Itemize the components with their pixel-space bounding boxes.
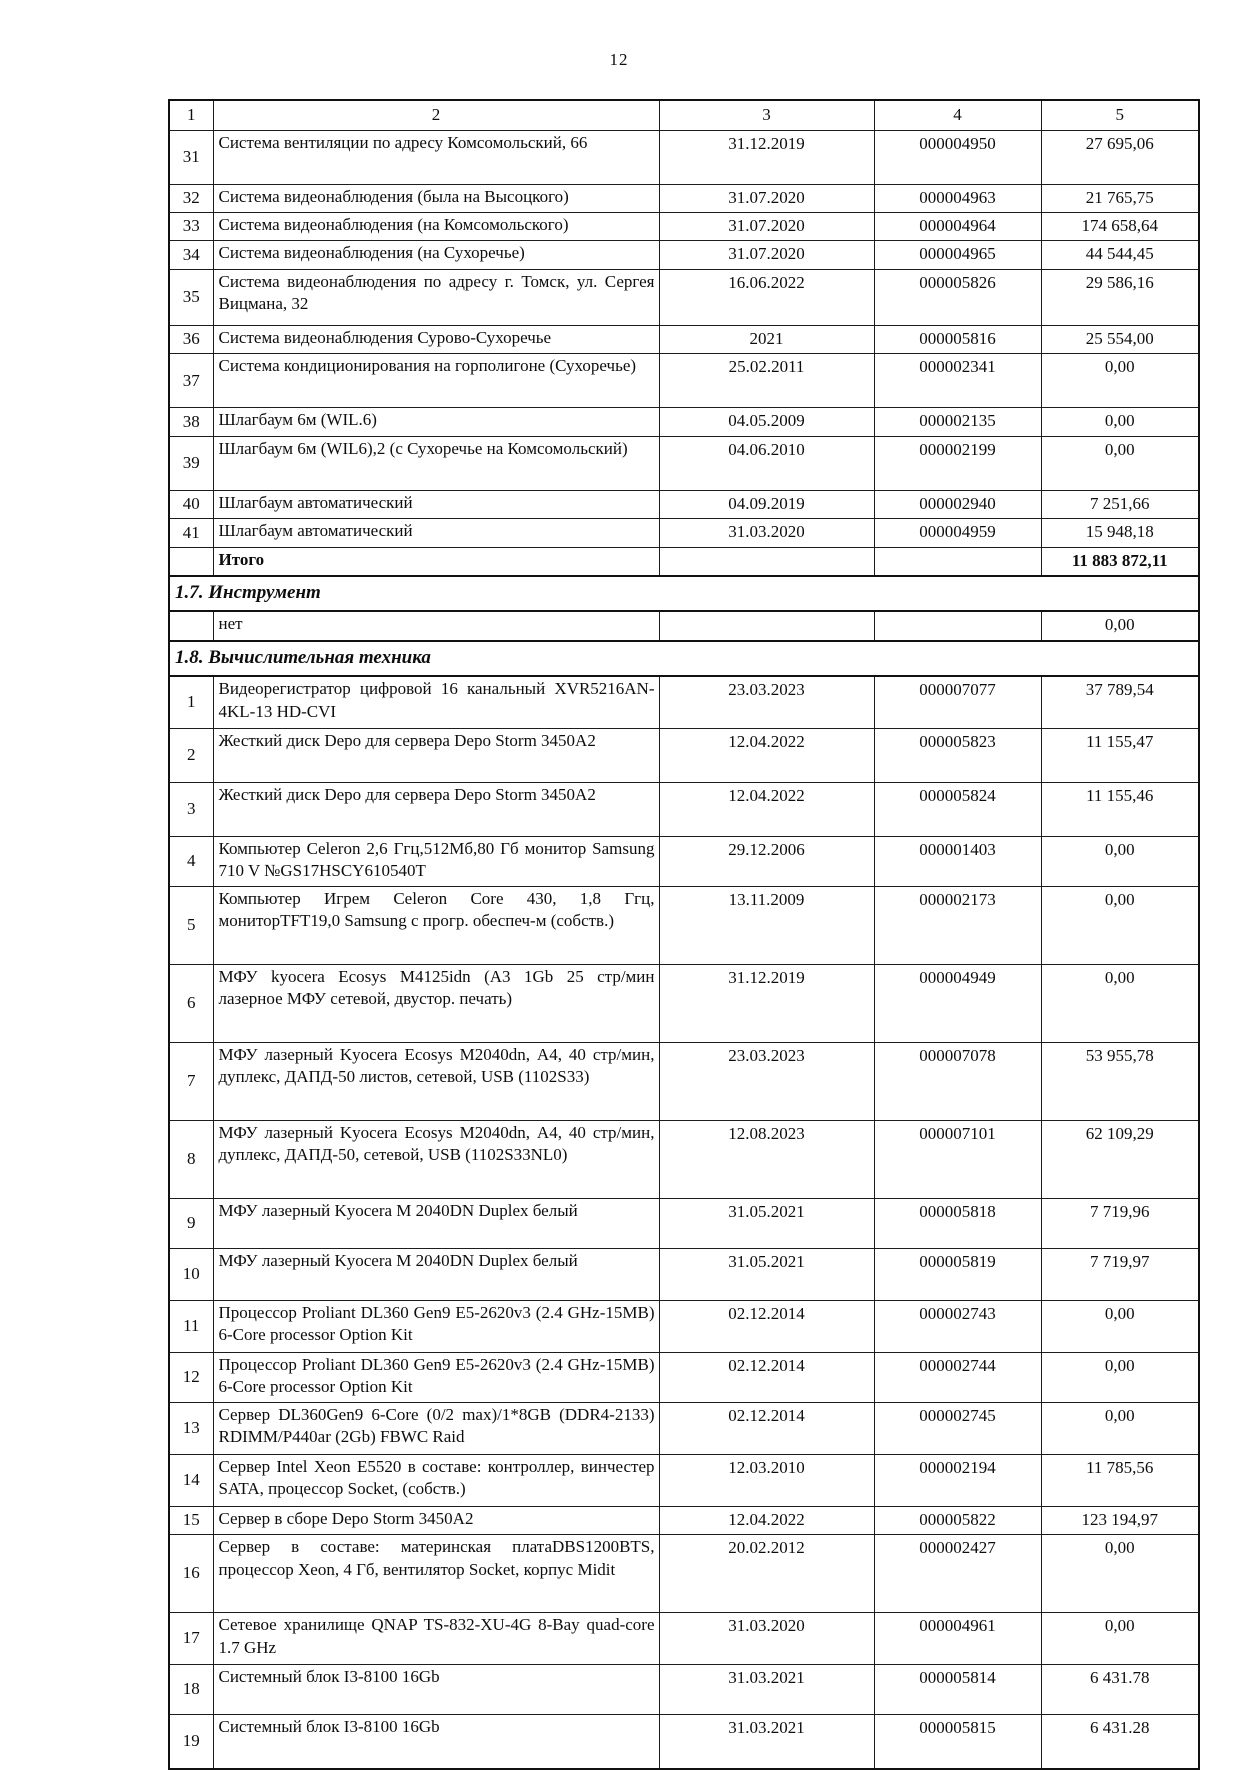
inventory-code-cell: [874, 547, 1041, 576]
inventory-code-cell: 000005818: [874, 1198, 1041, 1248]
table-row: [169, 1613, 1199, 1665]
row-number-cell: [169, 611, 213, 641]
row-number-cell: 31: [169, 130, 213, 184]
date-cell: 2021: [659, 325, 874, 353]
table-body: [169, 130, 1199, 1769]
value-cell: 0,00: [1041, 836, 1199, 886]
inventory-code-cell: 000004950: [874, 130, 1041, 184]
row-number-cell: 3: [169, 782, 213, 836]
value-cell: 7 719,96: [1041, 1198, 1199, 1248]
item-name-cell: МФУ лазерный Kyocera M 2040DN Duplex белый: [213, 1248, 659, 1300]
table-row: [169, 728, 1199, 782]
table-row: [169, 611, 1199, 641]
row-number-cell: 10: [169, 1248, 213, 1300]
item-name-cell: МФУ лазерный Kyocera Ecosys M2040dn, А4, 40 стр/мин, дуплекс, ДАПД-50 листов, сетевой, USB (1102S33): [213, 1042, 659, 1120]
row-number-cell: 13: [169, 1402, 213, 1454]
table-row: [169, 436, 1199, 490]
date-cell: 04.06.2010: [659, 436, 874, 490]
inventory-code-cell: 000005823: [874, 728, 1041, 782]
row-number-cell: 39: [169, 436, 213, 490]
inventory-code-cell: 000002173: [874, 886, 1041, 964]
row-number-cell: 2: [169, 728, 213, 782]
value-cell: 0,00: [1041, 1535, 1199, 1613]
date-cell: 29.12.2006: [659, 836, 874, 886]
row-number-cell: 34: [169, 241, 213, 269]
table-row: [169, 354, 1199, 408]
item-name-cell: Шлагбаум автоматический: [213, 490, 659, 518]
inventory-code-cell: 000002940: [874, 490, 1041, 518]
value-cell: 6 431.28: [1041, 1715, 1199, 1769]
item-name-cell: Система видеонаблюдения Сурово-Сухоречье: [213, 325, 659, 353]
inventory-code-cell: 000007101: [874, 1120, 1041, 1198]
section-title: 1.7. Инструмент: [169, 576, 1199, 611]
column-header: 3: [659, 100, 874, 130]
row-number-cell: 6: [169, 964, 213, 1042]
table-row: [169, 490, 1199, 518]
inventory-code-cell: 000005824: [874, 782, 1041, 836]
value-cell: 0,00: [1041, 611, 1199, 641]
page-number: 12: [609, 50, 629, 69]
item-name-cell: Система кондиционирования на горполигоне (Сухоречье): [213, 354, 659, 408]
table-row: [169, 886, 1199, 964]
value-cell: 62 109,29: [1041, 1120, 1199, 1198]
inventory-table: [168, 99, 1200, 1770]
date-cell: 31.07.2020: [659, 212, 874, 240]
value-cell: 44 544,45: [1041, 241, 1199, 269]
date-cell: 02.12.2014: [659, 1352, 874, 1402]
item-name-cell: Сервер Intel Xeon E5520 в составе: контроллер, винчестер SATA, процессор Socket, (собств.): [213, 1454, 659, 1506]
value-cell: 0,00: [1041, 886, 1199, 964]
table-row: [169, 836, 1199, 886]
table-row: [169, 1300, 1199, 1352]
date-cell: 31.03.2021: [659, 1665, 874, 1715]
table-row: [169, 1665, 1199, 1715]
row-number-cell: 41: [169, 519, 213, 547]
row-number-cell: 16: [169, 1535, 213, 1613]
column-header-row: [169, 100, 1199, 130]
inventory-code-cell: 000007078: [874, 1042, 1041, 1120]
date-cell: 12.04.2022: [659, 1506, 874, 1534]
item-name-cell: МФУ kyocera Ecosys M4125idn (А3 1Gb 25 стр/мин лазерное МФУ сетевой, двустор. печать): [213, 964, 659, 1042]
row-number-cell: 9: [169, 1198, 213, 1248]
item-name-cell: МФУ лазерный Kyocera M 2040DN Duplex белый: [213, 1198, 659, 1248]
section-title: 1.8. Вычислительная техника: [169, 641, 1199, 676]
column-header: 2: [213, 100, 659, 130]
item-name-cell: Шлагбаум 6м (WIL.6): [213, 408, 659, 436]
row-number-cell: 5: [169, 886, 213, 964]
column-header: 5: [1041, 100, 1199, 130]
item-name-cell: Жесткий диск Depo для сервера Depo Storm 3450A2: [213, 728, 659, 782]
item-name-cell: Компьютер Игрем Celeron Core 430, 1,8 Ггц, мониторTFT19,0 Samsung с прогр. обеспеч-м (собств.): [213, 886, 659, 964]
date-cell: 16.06.2022: [659, 269, 874, 325]
inventory-code-cell: 000004964: [874, 212, 1041, 240]
table-row: [169, 1248, 1199, 1300]
value-cell: 11 785,56: [1041, 1454, 1199, 1506]
value-cell: 174 658,64: [1041, 212, 1199, 240]
inventory-code-cell: 000004959: [874, 519, 1041, 547]
row-number-cell: [169, 547, 213, 576]
table-row: [169, 519, 1199, 547]
table-row: [169, 184, 1199, 212]
date-cell: 04.05.2009: [659, 408, 874, 436]
inventory-code-cell: 000005816: [874, 325, 1041, 353]
table-row: [169, 1402, 1199, 1454]
row-number-cell: 36: [169, 325, 213, 353]
table-row: [169, 964, 1199, 1042]
item-name-cell: Сервер в сборе Depo Storm 3450A2: [213, 1506, 659, 1534]
row-number-cell: 17: [169, 1613, 213, 1665]
row-number-cell: 32: [169, 184, 213, 212]
value-cell: 11 155,47: [1041, 728, 1199, 782]
date-cell: 31.03.2021: [659, 1715, 874, 1769]
value-cell: 29 586,16: [1041, 269, 1199, 325]
table-header: [169, 100, 1199, 130]
section-header-row: [169, 576, 1199, 611]
date-cell: 23.03.2023: [659, 1042, 874, 1120]
item-name-cell: Процессор Proliant DL360 Gen9 E5-2620v3 (2.4 GHz-15MB) 6-Core processor Option Kit: [213, 1352, 659, 1402]
item-name-cell: нет: [213, 611, 659, 641]
item-name-cell: Шлагбаум 6м (WIL6),2 (с Сухоречье на Комсомольский): [213, 436, 659, 490]
row-number-cell: 40: [169, 490, 213, 518]
table-row: [169, 212, 1199, 240]
item-name-cell: Видеорегистратор цифровой 16 канальный XVR5216AN-4KL-13 HD-CVI: [213, 676, 659, 728]
row-number-cell: 12: [169, 1352, 213, 1402]
row-number-cell: 7: [169, 1042, 213, 1120]
inventory-code-cell: 000002135: [874, 408, 1041, 436]
value-cell: 0,00: [1041, 436, 1199, 490]
date-cell: 12.08.2023: [659, 1120, 874, 1198]
value-cell: 123 194,97: [1041, 1506, 1199, 1534]
inventory-code-cell: 000007077: [874, 676, 1041, 728]
value-cell: 7 719,97: [1041, 1248, 1199, 1300]
date-cell: 02.12.2014: [659, 1402, 874, 1454]
date-cell: 12.04.2022: [659, 728, 874, 782]
inventory-code-cell: 000005819: [874, 1248, 1041, 1300]
value-cell: 0,00: [1041, 1613, 1199, 1665]
value-cell: 6 431.78: [1041, 1665, 1199, 1715]
total-row: [169, 547, 1199, 576]
value-cell: 0,00: [1041, 1352, 1199, 1402]
table-row: [169, 1198, 1199, 1248]
table-row: [169, 408, 1199, 436]
item-name-cell: Системный блок I3-8100 16Gb: [213, 1665, 659, 1715]
date-cell: 31.12.2019: [659, 964, 874, 1042]
value-cell: 27 695,06: [1041, 130, 1199, 184]
table-row: [169, 269, 1199, 325]
inventory-code-cell: 000005814: [874, 1665, 1041, 1715]
value-cell: 0,00: [1041, 408, 1199, 436]
date-cell: 31.07.2020: [659, 184, 874, 212]
table-row: [169, 1506, 1199, 1534]
table-row: [169, 1352, 1199, 1402]
date-cell: 31.12.2019: [659, 130, 874, 184]
item-name-cell: Жесткий диск Depo для сервера Depo Storm 3450A2: [213, 782, 659, 836]
value-cell: 0,00: [1041, 1402, 1199, 1454]
value-cell: 25 554,00: [1041, 325, 1199, 353]
inventory-code-cell: 000002341: [874, 354, 1041, 408]
table-row: [169, 130, 1199, 184]
table-row: [169, 1042, 1199, 1120]
row-number-cell: 38: [169, 408, 213, 436]
row-number-cell: 35: [169, 269, 213, 325]
table-row: [169, 325, 1199, 353]
item-name-cell: Сервер DL360Gen9 6-Core (0/2 max)/1*8GB (DDR4-2133) RDIMM/P440ar (2Gb) FBWC Raid: [213, 1402, 659, 1454]
table-row: [169, 1120, 1199, 1198]
column-header: 4: [874, 100, 1041, 130]
item-name-cell: МФУ лазерный Kyocera Ecosys M2040dn, А4, 40 стр/мин, дуплекс, ДАПД-50, сетевой, USB (1102S33NL0): [213, 1120, 659, 1198]
inventory-code-cell: 000005826: [874, 269, 1041, 325]
item-name-cell: Система видеонаблюдения (на Комсомольского): [213, 212, 659, 240]
inventory-code-cell: 000002744: [874, 1352, 1041, 1402]
row-number-cell: 19: [169, 1715, 213, 1769]
date-cell: 13.11.2009: [659, 886, 874, 964]
date-cell: 02.12.2014: [659, 1300, 874, 1352]
date-cell: [659, 611, 874, 641]
row-number-cell: 4: [169, 836, 213, 886]
value-cell: 0,00: [1041, 964, 1199, 1042]
value-cell: 0,00: [1041, 354, 1199, 408]
inventory-code-cell: 000002194: [874, 1454, 1041, 1506]
date-cell: 12.04.2022: [659, 782, 874, 836]
inventory-code-cell: 000005815: [874, 1715, 1041, 1769]
date-cell: 31.03.2020: [659, 519, 874, 547]
value-cell: 0,00: [1041, 1300, 1199, 1352]
column-header: 1: [169, 100, 213, 130]
row-number-cell: 14: [169, 1454, 213, 1506]
date-cell: 31.05.2021: [659, 1198, 874, 1248]
item-name-cell: Система видеонаблюдения (была на Высоцкого): [213, 184, 659, 212]
table-row: [169, 241, 1199, 269]
date-cell: 20.02.2012: [659, 1535, 874, 1613]
total-label: Итого: [213, 547, 659, 576]
row-number-cell: 1: [169, 676, 213, 728]
row-number-cell: 37: [169, 354, 213, 408]
date-cell: 25.02.2011: [659, 354, 874, 408]
row-number-cell: 33: [169, 212, 213, 240]
table-row: [169, 1715, 1199, 1769]
value-cell: 11 155,46: [1041, 782, 1199, 836]
inventory-code-cell: 000004949: [874, 964, 1041, 1042]
table-row: [169, 1454, 1199, 1506]
total-value: 11 883 872,11: [1041, 547, 1199, 576]
item-name-cell: Сетевое хранилище QNAP TS-832-XU-4G 8-Bay quad-core 1.7 GHz: [213, 1613, 659, 1665]
item-name-cell: Система видеонаблюдения (на Сухоречье): [213, 241, 659, 269]
table-row: [169, 1535, 1199, 1613]
inventory-code-cell: 000002199: [874, 436, 1041, 490]
inventory-code-cell: 000002743: [874, 1300, 1041, 1352]
table-row: [169, 782, 1199, 836]
inventory-code-cell: [874, 611, 1041, 641]
inventory-code-cell: 000004963: [874, 184, 1041, 212]
date-cell: [659, 547, 874, 576]
table-row: [169, 676, 1199, 728]
value-cell: 21 765,75: [1041, 184, 1199, 212]
inventory-code-cell: 000005822: [874, 1506, 1041, 1534]
row-number-cell: 15: [169, 1506, 213, 1534]
value-cell: 53 955,78: [1041, 1042, 1199, 1120]
inventory-code-cell: 000004965: [874, 241, 1041, 269]
date-cell: 31.05.2021: [659, 1248, 874, 1300]
date-cell: 12.03.2010: [659, 1454, 874, 1506]
value-cell: 7 251,66: [1041, 490, 1199, 518]
inventory-code-cell: 000001403: [874, 836, 1041, 886]
row-number-cell: 18: [169, 1665, 213, 1715]
item-name-cell: Шлагбаум автоматический: [213, 519, 659, 547]
item-name-cell: Компьютер Celeron 2,6 Ггц,512Мб,80 Гб монитор Samsung 710 V №GS17HSCY610540T: [213, 836, 659, 886]
section-header-row: [169, 641, 1199, 676]
inventory-code-cell: 000002745: [874, 1402, 1041, 1454]
row-number-cell: 11: [169, 1300, 213, 1352]
date-cell: 04.09.2019: [659, 490, 874, 518]
item-name-cell: Процессор Proliant DL360 Gen9 E5-2620v3 (2.4 GHz-15MB) 6-Core processor Option Kit: [213, 1300, 659, 1352]
date-cell: 23.03.2023: [659, 676, 874, 728]
inventory-code-cell: 000004961: [874, 1613, 1041, 1665]
date-cell: 31.03.2020: [659, 1613, 874, 1665]
value-cell: 37 789,54: [1041, 676, 1199, 728]
item-name-cell: Системный блок I3-8100 16Gb: [213, 1715, 659, 1769]
item-name-cell: Система вентиляции по адресу Комсомольский, 66: [213, 130, 659, 184]
value-cell: 15 948,18: [1041, 519, 1199, 547]
inventory-code-cell: 000002427: [874, 1535, 1041, 1613]
item-name-cell: Сервер в составе: материнская платаDBS1200BTS, процессор Xeon, 4 Гб, вентилятор Socket, корпус Midit: [213, 1535, 659, 1613]
row-number-cell: 8: [169, 1120, 213, 1198]
item-name-cell: Система видеонаблюдения по адресу г. Томск, ул. Сергея Вицмана, 32: [213, 269, 659, 325]
date-cell: 31.07.2020: [659, 241, 874, 269]
